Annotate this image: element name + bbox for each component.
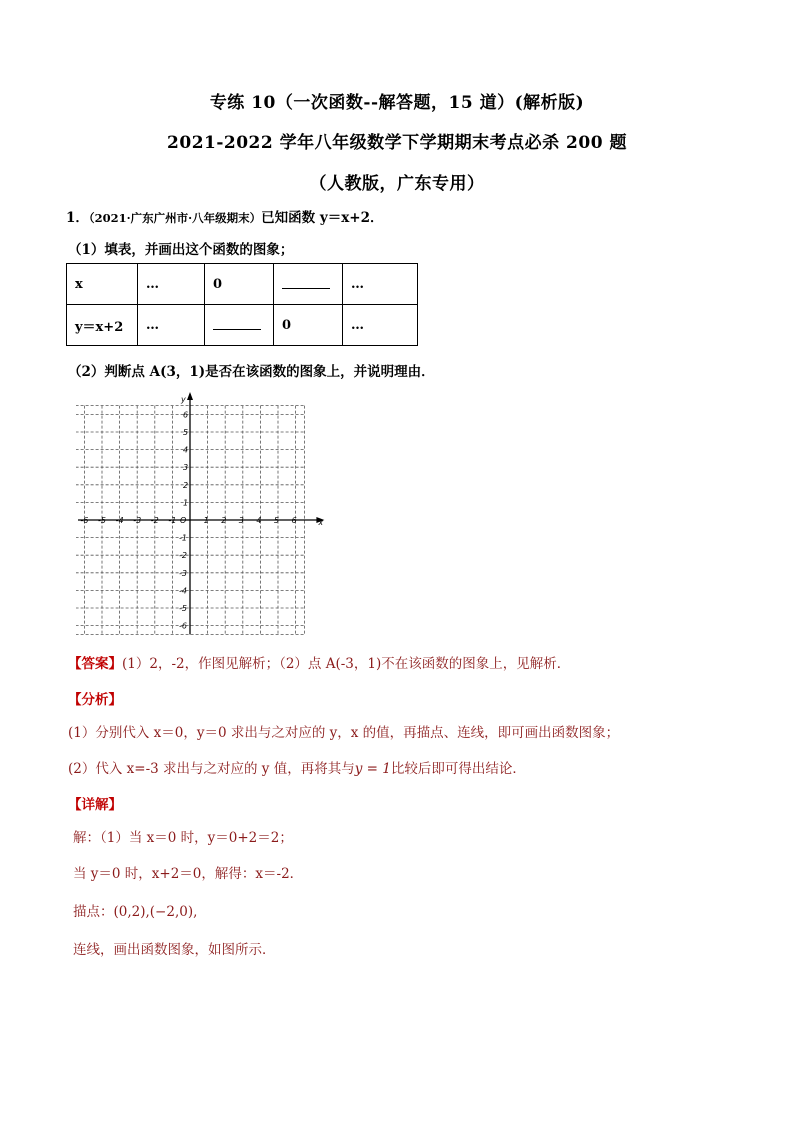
y-tick-label: -1 bbox=[179, 533, 187, 543]
x-tick-label: -3 bbox=[133, 516, 142, 525]
x-tick-label: -2 bbox=[150, 516, 159, 525]
x-tick-label: 4 bbox=[256, 516, 262, 525]
detail-tag: 【详解】 bbox=[68, 797, 122, 813]
x-tick-label: 2 bbox=[221, 516, 227, 525]
detail-line-2: 当 y＝0 时，x+2＝0，解得：x＝-2． bbox=[73, 866, 304, 882]
x-tick-label: 5 bbox=[274, 516, 280, 525]
x-tick-label: O bbox=[180, 516, 187, 525]
analysis-line-2a: (2）代入 x=-3 求出与之对应的 y 值，再将其与 bbox=[68, 761, 355, 777]
y-tick-label: 6 bbox=[183, 410, 189, 420]
x-tick-label: -4 bbox=[115, 516, 124, 525]
answer-line bbox=[68, 652, 570, 672]
y-tick-label: 4 bbox=[183, 445, 189, 455]
table-blank-cell bbox=[205, 305, 274, 346]
question-part1: （1）填表，并画出这个函数的图象； bbox=[68, 242, 294, 258]
question-stem: 已知函数 y＝x+2． bbox=[261, 210, 384, 226]
y-tick-label: -5 bbox=[179, 604, 187, 613]
question-source: （2021·广东广州市·八年级期末） bbox=[88, 211, 262, 225]
x-tick-label: 1 bbox=[203, 516, 209, 525]
y-tick-label: -4 bbox=[179, 586, 187, 596]
question-part2: （2）判断点 A(3，1)是否在该函数的图象上，并说明理由． bbox=[68, 364, 435, 380]
x-tick-label: -1 bbox=[168, 516, 177, 525]
question-number: 1． bbox=[66, 210, 89, 226]
y-tick-label: 1 bbox=[183, 498, 189, 508]
x-tick-label: 6 bbox=[291, 516, 297, 525]
y-tick-label: 3 bbox=[183, 463, 189, 473]
analysis-tag: 【分析】 bbox=[68, 692, 122, 708]
table-cell: 0 bbox=[274, 305, 343, 346]
x-tick-label: 3 bbox=[238, 516, 244, 525]
y-axis-arrow bbox=[187, 392, 193, 400]
detail-line-1: 解：（1）当 x＝0 时，y＝0+2＝2； bbox=[73, 830, 293, 846]
y-tick-label: 2 bbox=[183, 480, 189, 490]
coordinate-grid bbox=[76, 392, 326, 637]
y-tick-label: -6 bbox=[179, 621, 187, 631]
answer-tag: 【答案】 bbox=[68, 656, 122, 672]
table-blank-cell bbox=[274, 264, 343, 305]
table-cell: … bbox=[343, 305, 418, 346]
detail-line-3 bbox=[73, 900, 197, 920]
answer-text: (1）2，-2，作图见解析；（2）点 A(-3，1)不在该函数的图象上，见解析． bbox=[122, 656, 571, 672]
analysis-line-2b: 比较后即可得出结论． bbox=[390, 761, 526, 777]
x-axis-label: x bbox=[318, 518, 324, 527]
detail-line-3a: 描点： bbox=[73, 904, 114, 920]
detail-tag-line bbox=[68, 793, 122, 813]
y-tick-label: -3 bbox=[179, 568, 187, 578]
analysis-line-1: (1）分别代入 x＝0，y＝0 求出与之对应的 y，x 的值，再描点、连线，即可画出函数图象； bbox=[68, 725, 620, 741]
table-cell: … bbox=[138, 305, 205, 346]
detail-points: (0,2),(−2,0), bbox=[113, 904, 198, 920]
y-axis-label: y bbox=[181, 395, 186, 404]
table-cell: x bbox=[67, 264, 138, 305]
table-cell: y＝x+2 bbox=[67, 305, 138, 346]
analysis-math: y = 1 bbox=[354, 761, 391, 777]
analysis-tag-line bbox=[68, 688, 122, 708]
question-line bbox=[66, 206, 383, 226]
value-table bbox=[66, 263, 418, 346]
x-tick-label: -5 bbox=[98, 516, 106, 525]
table-row bbox=[67, 264, 418, 305]
detail-line-4: 连线，画出函数图象，如图所示． bbox=[73, 942, 276, 958]
doc-subtitle: 2021-2022 学年八年级数学下学期期末考点必杀 200 题 bbox=[167, 133, 627, 153]
table-row bbox=[67, 305, 418, 346]
doc-title: 专练 10（一次函数--解答题，15 道）(解析版) bbox=[209, 93, 585, 113]
table-cell: … bbox=[343, 264, 418, 305]
y-tick-label: 5 bbox=[183, 428, 189, 437]
answer-blank bbox=[282, 276, 330, 289]
answer-blank bbox=[213, 317, 261, 330]
analysis-line-2 bbox=[68, 757, 526, 777]
table-cell: … bbox=[138, 264, 205, 305]
y-tick-label: -2 bbox=[179, 551, 187, 561]
table-cell: 0 bbox=[205, 264, 274, 305]
doc-edition: （人教版，广东专用） bbox=[309, 174, 485, 194]
x-tick-label: -6 bbox=[80, 516, 89, 525]
